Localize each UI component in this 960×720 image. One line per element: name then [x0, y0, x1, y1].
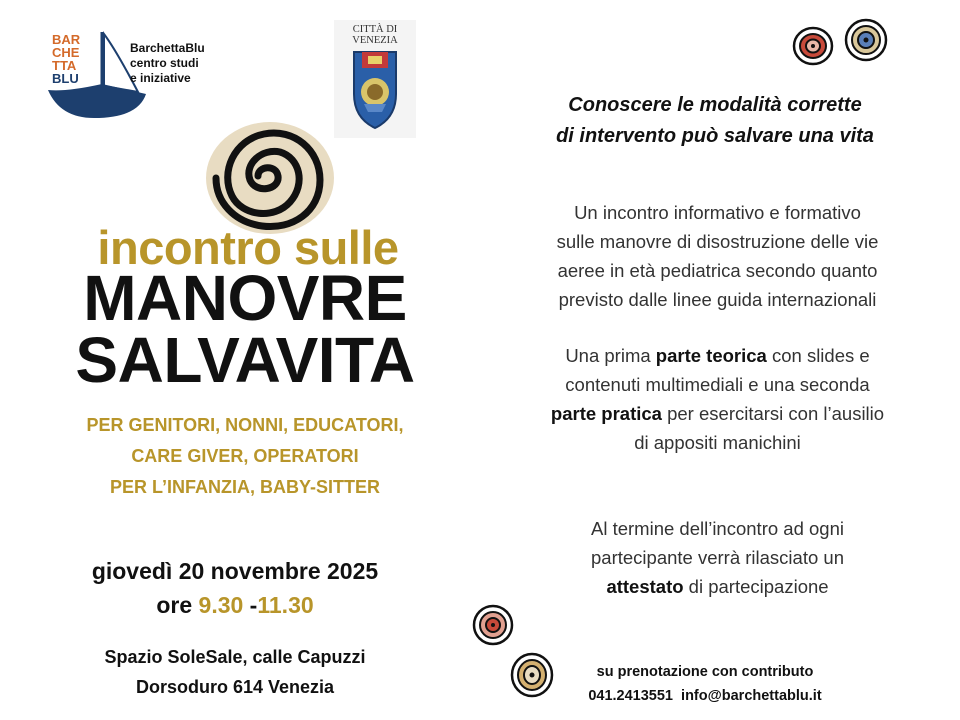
event-venue — [30, 642, 440, 702]
time-end: 11.30 — [257, 592, 314, 618]
audience-line: CARE GIVER, OPERATORI — [131, 446, 359, 466]
phone-number: 041.2413551 — [588, 688, 673, 704]
crest-title — [334, 24, 416, 46]
bold-text: parte teorica — [655, 345, 767, 366]
audience-line: PER L’INFANZIA, BABY-SITTER — [109, 477, 381, 497]
spiral-icon — [472, 604, 514, 646]
headline-line-1: incontro sulle — [97, 221, 399, 274]
crest-title-line: CITTÀ DI — [352, 24, 398, 35]
text-span: Una prima — [565, 345, 656, 366]
tagline-line: Conoscere le modalità corrette — [568, 94, 862, 116]
headline-line-2: MANOVRE — [83, 262, 407, 334]
paragraph-line: partecipante verrà rilasciato un — [591, 547, 844, 568]
spiral-icon — [510, 652, 554, 698]
paragraph-line: sulle manovre di disostruzione delle vie — [556, 231, 879, 252]
bold-text: parte pratica — [550, 403, 662, 424]
certificate-paragraph — [500, 514, 935, 601]
paragraph-line: Al termine dell’incontro ad ogni — [591, 518, 844, 539]
time-prefix: ore — [156, 592, 199, 618]
paragraph-line — [500, 572, 935, 601]
organization-name-line: e iniziative — [130, 71, 191, 85]
booking-note: su prenotazione con contributo — [596, 664, 814, 680]
spiral-icon — [792, 26, 834, 66]
tagline — [500, 90, 930, 152]
target-audience — [30, 410, 460, 503]
text-span: di partecipazione — [683, 576, 829, 597]
crest-title-line: VENEZIA — [352, 35, 398, 46]
organization-name — [130, 41, 205, 86]
time-separator: - — [243, 592, 258, 618]
organization-name-line: centro studi — [130, 56, 199, 70]
logo-letters-2: CHE — [52, 45, 80, 60]
booking-contacts — [540, 684, 870, 708]
program-paragraph — [500, 341, 935, 457]
paragraph-line: contenuti multimediali e una seconda — [565, 374, 870, 395]
description-paragraph — [500, 198, 935, 314]
logo-letters-4: BLU — [52, 71, 79, 86]
text-span: per esercitarsi con l’ausilio — [661, 403, 885, 424]
paragraph-line: aeree in età pediatrica secondo quanto — [557, 260, 878, 281]
logo-letters-1: BAR — [52, 32, 81, 47]
logo-letters-3: TTA — [52, 58, 77, 73]
bold-text: attestato — [606, 576, 684, 597]
spiral-icon — [844, 18, 888, 62]
audience-line: PER GENITORI, NONNI, EDUCATORI, — [86, 415, 404, 435]
paragraph-line: Un incontro informativo e formativo — [574, 202, 861, 223]
text-span: con slides e — [766, 345, 870, 366]
paragraph-line — [500, 341, 935, 370]
venue-line: Spazio SoleSale, calle Capuzzi — [104, 647, 366, 667]
event-time — [30, 592, 440, 619]
email-address: info@barchettablu.it — [681, 688, 822, 704]
organization-name-line: BarchettaBlu — [130, 41, 205, 55]
paragraph-line — [500, 399, 935, 428]
venue-line: Dorsoduro 614 Venezia — [135, 677, 335, 697]
time-start: 9.30 — [198, 592, 244, 618]
event-date: giovedì 20 novembre 2025 — [91, 558, 379, 584]
paragraph-line: previsto dalle linee guida internazionali — [558, 289, 877, 310]
venice-crest-icon — [346, 50, 404, 130]
tagline-line: di intervento può salvare una vita — [556, 125, 874, 147]
paragraph-line: di appositi manichini — [634, 432, 801, 453]
headline-line-3: SALVAVITA — [75, 324, 415, 396]
booking-info — [540, 660, 870, 708]
